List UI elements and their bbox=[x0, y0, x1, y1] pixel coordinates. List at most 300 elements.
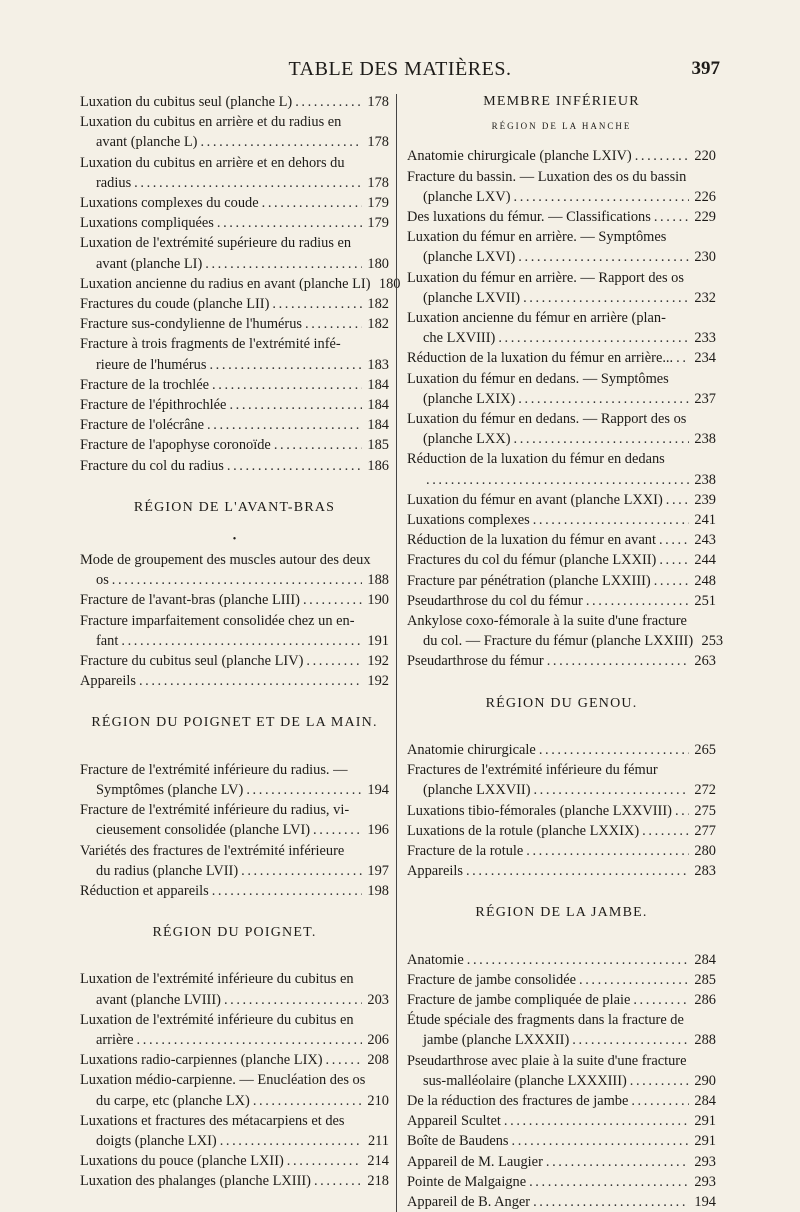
toc-entry-text: Luxation ancienne du fémur en arrière (plan- bbox=[407, 310, 666, 327]
toc-page-number: 180 bbox=[367, 255, 389, 272]
toc-entry bbox=[407, 207, 716, 227]
toc-page-number: 239 bbox=[694, 491, 716, 508]
toc-page-number: 184 bbox=[367, 417, 389, 434]
toc-entry bbox=[80, 611, 389, 651]
toc-page-number: 203 bbox=[367, 991, 389, 1008]
dot-leader bbox=[642, 821, 689, 841]
toc-entry-text: Pseudarthrose du fémur bbox=[407, 653, 544, 670]
right-section-jambe bbox=[407, 950, 716, 1212]
toc-page-number: 206 bbox=[367, 1031, 389, 1048]
toc-page-number: 233 bbox=[694, 330, 716, 347]
toc-entry-text: Luxation du cubitus en arrière et en dehors du bbox=[80, 154, 345, 171]
toc-page-number: 186 bbox=[367, 457, 389, 474]
toc-page-number: 178 bbox=[367, 94, 389, 110]
toc-entry bbox=[407, 740, 716, 760]
toc-entry-text: Luxation du fémur en arrière. — Symptômes bbox=[407, 229, 667, 246]
section-heading-membre-inferieur: MEMBRE INFÉRIEUR bbox=[483, 94, 640, 109]
toc-entry bbox=[80, 153, 389, 193]
toc-entry-text: du radius (planche LVII) bbox=[96, 862, 239, 879]
dot-leader bbox=[572, 1030, 689, 1050]
toc-page-number: 290 bbox=[694, 1072, 716, 1089]
dot-leader bbox=[326, 1050, 362, 1070]
left-group-1 bbox=[80, 92, 401, 476]
dot-leader bbox=[134, 173, 362, 193]
dot-leader bbox=[675, 801, 689, 821]
toc-entry bbox=[407, 348, 716, 368]
toc-page-number: 286 bbox=[694, 991, 716, 1008]
toc-page-number: 238 bbox=[694, 431, 716, 448]
toc-page-number: 180 bbox=[378, 275, 401, 292]
toc-page-number: 178 bbox=[367, 174, 389, 191]
toc-entry-text: Réduction de la luxation du fémur en arrière... bbox=[407, 350, 674, 367]
toc-page-number: 192 bbox=[367, 673, 389, 690]
dot-leader bbox=[274, 435, 362, 455]
dot-leader bbox=[659, 530, 689, 550]
toc-entry-text: Fracture de la rotule bbox=[407, 842, 524, 859]
toc-entry bbox=[407, 990, 716, 1010]
toc-page-number: 179 bbox=[367, 215, 389, 232]
dot-leader bbox=[467, 950, 689, 970]
dot-leader bbox=[635, 146, 689, 166]
toc-entry-text: radius bbox=[96, 174, 132, 191]
dot-leader bbox=[526, 841, 689, 861]
toc-page-number: 192 bbox=[367, 653, 389, 670]
section-heading-jambe: RÉGION DE LA JAMBE. bbox=[475, 905, 648, 921]
toc-page-number: 293 bbox=[694, 1153, 716, 1170]
toc-entry-text: Anatomie chirurgicale (planche LXIV) bbox=[407, 148, 632, 165]
toc-page-number: 238 bbox=[694, 471, 716, 488]
toc-page-number: 272 bbox=[694, 782, 716, 799]
toc-page-number: 190 bbox=[367, 592, 389, 609]
dot-leader bbox=[220, 1131, 362, 1151]
toc-entry-text: Luxations tibio-fémorales (planche LXXVIII) bbox=[407, 802, 672, 819]
toc-entry-text: Fracture de la trochlée bbox=[80, 376, 210, 393]
right-column bbox=[407, 92, 724, 1212]
toc-entry-text: Anatomie bbox=[407, 951, 464, 968]
toc-page-number: 182 bbox=[367, 296, 389, 313]
toc-entry bbox=[80, 274, 401, 294]
toc-page-number: 284 bbox=[694, 951, 716, 968]
dot-leader bbox=[253, 1091, 362, 1111]
toc-page-number: 185 bbox=[367, 437, 389, 454]
toc-entry-text: sus-malléolaire (planche LXXXIII) bbox=[423, 1072, 627, 1089]
toc-page-number: 244 bbox=[694, 552, 716, 569]
toc-entry bbox=[407, 970, 716, 990]
left-column bbox=[80, 92, 401, 1192]
toc-entry-text: Appareil de M. Laugier bbox=[407, 1153, 543, 1170]
toc-entry bbox=[80, 969, 389, 1009]
toc-page-number: 248 bbox=[694, 572, 716, 589]
toc-entry-text: jambe (planche LXXXII) bbox=[423, 1032, 570, 1049]
toc-page-number: 277 bbox=[694, 822, 716, 839]
toc-entry-text: Fracture imparfaitement consolidée chez un en- bbox=[80, 612, 355, 629]
dot-leader bbox=[212, 881, 362, 901]
toc-entry bbox=[407, 861, 716, 881]
toc-entry-text: Ankylose coxo-fémorale à la suite d'une fracture bbox=[407, 613, 687, 630]
toc-entry-text: Pointe de Malgaigne bbox=[407, 1173, 527, 1190]
toc-page-number: 237 bbox=[694, 390, 716, 407]
dot-leader bbox=[533, 780, 689, 800]
toc-page-number: 253 bbox=[701, 633, 724, 650]
toc-entry bbox=[407, 571, 716, 591]
toc-entry-text: Fracture du cubitus seul (planche LIV) bbox=[80, 653, 304, 670]
toc-page-number: 275 bbox=[694, 802, 716, 819]
dot-leader bbox=[112, 570, 362, 590]
dot-leader bbox=[514, 429, 689, 449]
toc-entry-text: Luxation du fémur en arrière. — Rapport des os bbox=[407, 269, 684, 286]
toc-entry-text: Luxations du pouce (planche LXII) bbox=[80, 1153, 284, 1170]
toc-entry-text: Fracture sus-condylienne de l'humérus bbox=[80, 316, 302, 333]
toc-entry bbox=[80, 590, 389, 610]
dot-leader bbox=[666, 490, 689, 510]
section-mark: • bbox=[232, 534, 237, 546]
toc-entry-text: (planche LXXVII) bbox=[423, 782, 531, 799]
right-section-genou bbox=[407, 740, 716, 881]
toc-entry-text: Fracture de l'épithrochlée bbox=[80, 397, 227, 414]
toc-entry-text: Luxation des phalanges (planche LXIII) bbox=[80, 1173, 311, 1190]
toc-entry bbox=[80, 1151, 389, 1171]
toc-entry bbox=[80, 1070, 389, 1110]
dot-leader bbox=[306, 651, 362, 671]
toc-entry bbox=[407, 308, 716, 348]
toc-entry-text: Étude spéciale des fragments dans la fracture de bbox=[407, 1012, 684, 1029]
toc-page-number: 293 bbox=[694, 1173, 716, 1190]
toc-page-number: 211 bbox=[367, 1132, 389, 1149]
toc-entry-text: Luxations de la rotule (planche LXXIX) bbox=[407, 822, 640, 839]
toc-entry-text: Fracture de jambe consolidée bbox=[407, 971, 577, 988]
toc-page-number: 229 bbox=[694, 209, 716, 226]
toc-entry-text: Luxations et fractures des métacarpiens et des bbox=[80, 1112, 345, 1129]
dot-leader bbox=[217, 213, 362, 233]
dot-leader bbox=[272, 294, 362, 314]
dot-leader bbox=[241, 861, 362, 881]
toc-entry-text: du col. — Fracture du fémur (planche LXXIII) bbox=[423, 633, 694, 650]
toc-page-number: 234 bbox=[694, 350, 716, 367]
toc-entry bbox=[407, 409, 716, 449]
toc-entry-text: rieure de l'humérus bbox=[96, 356, 207, 373]
dot-leader bbox=[523, 288, 689, 308]
toc-page-number: 220 bbox=[694, 148, 716, 165]
toc-page-number: 251 bbox=[694, 592, 716, 609]
toc-entry bbox=[80, 1111, 389, 1151]
toc-page-number: 197 bbox=[367, 862, 389, 879]
toc-entry-text: Luxation médio-carpienne. — Enucléation des os bbox=[80, 1072, 366, 1089]
toc-entry bbox=[80, 651, 389, 671]
toc-page-number: 241 bbox=[694, 512, 716, 529]
toc-entry-text: (planche LXVII) bbox=[423, 289, 521, 306]
toc-entry-text: Fracture de l'extrémité inférieure du radius. — bbox=[80, 761, 348, 778]
dot-leader bbox=[498, 328, 689, 348]
dot-leader bbox=[139, 671, 362, 691]
toc-entry-text: Luxations compliquées bbox=[80, 215, 214, 232]
toc-entry-text: Réduction de la luxation du fémur en dedans bbox=[407, 451, 665, 468]
toc-entry-text: Fracture du col du radius bbox=[80, 457, 224, 474]
dot-leader bbox=[262, 193, 362, 213]
toc-entry-text: Des luxations du fémur. — Classifications bbox=[407, 209, 651, 226]
toc-entry bbox=[407, 821, 716, 841]
toc-entry-text: Appareil de B. Anger bbox=[407, 1193, 531, 1210]
left-section-avant-bras bbox=[80, 550, 389, 691]
dot-leader bbox=[121, 631, 362, 651]
toc-page-number: 243 bbox=[694, 532, 716, 549]
toc-page-number: 184 bbox=[367, 376, 389, 393]
subheading-hanche: RÉGION DE LA HANCHE bbox=[491, 121, 632, 132]
dot-leader bbox=[514, 187, 689, 207]
toc-entry bbox=[407, 167, 716, 207]
toc-page-number: 232 bbox=[694, 289, 716, 306]
toc-page-number: 210 bbox=[367, 1092, 389, 1109]
toc-entry bbox=[407, 146, 716, 166]
toc-entry-text: Luxation du fémur en avant (planche LXXI) bbox=[407, 491, 663, 508]
dot-leader bbox=[137, 1030, 362, 1050]
toc-entry-text: Luxation de l'extrémité inférieure du cubitus en bbox=[80, 1011, 354, 1028]
dot-leader bbox=[512, 1131, 689, 1151]
page-number: 397 bbox=[691, 58, 720, 79]
toc-page-number: 191 bbox=[367, 632, 389, 649]
toc-page-number: 285 bbox=[694, 971, 716, 988]
toc-page-number: 284 bbox=[694, 1092, 716, 1109]
toc-entry-text: Fractures du coude (planche LII) bbox=[80, 296, 270, 313]
toc-page-number: 263 bbox=[694, 653, 716, 670]
dot-leader bbox=[631, 1091, 689, 1111]
dot-leader bbox=[209, 355, 362, 375]
toc-page-number: 179 bbox=[367, 195, 389, 212]
toc-entry bbox=[80, 881, 389, 901]
toc-entry bbox=[407, 369, 716, 409]
dot-leader bbox=[227, 456, 362, 476]
toc-entry bbox=[80, 314, 389, 334]
toc-entry bbox=[407, 510, 716, 530]
toc-entry-text: Luxations complexes bbox=[407, 512, 530, 529]
toc-page-number: 194 bbox=[367, 781, 389, 798]
toc-entry-text: Fracture de l'extrémité inférieure du radius, vi- bbox=[80, 802, 350, 819]
toc-entry-text: Anatomie chirurgicale bbox=[407, 741, 536, 758]
toc-entry bbox=[80, 193, 389, 213]
toc-entry-text: Luxation de l'extrémité inférieure du cubitus en bbox=[80, 971, 354, 988]
toc-entry-text: arrière bbox=[96, 1031, 134, 1048]
toc-entry-text: Luxation du fémur en dedans. — Symptômes bbox=[407, 370, 669, 387]
toc-entry-text: De la réduction des fractures de jambe bbox=[407, 1092, 629, 1109]
toc-entry-text: Mode de groupement des muscles autour des deux bbox=[80, 552, 371, 569]
toc-entry bbox=[407, 841, 716, 861]
toc-entry bbox=[407, 550, 716, 570]
toc-entry bbox=[80, 1171, 389, 1191]
toc-entry bbox=[407, 530, 716, 550]
toc-entry bbox=[80, 415, 389, 435]
toc-page-number: 218 bbox=[367, 1173, 389, 1190]
toc-entry-text: Luxation de l'extrémité supérieure du radius en bbox=[80, 235, 352, 252]
toc-entry bbox=[407, 1111, 716, 1131]
dot-leader bbox=[654, 207, 689, 227]
toc-page-number: 226 bbox=[694, 188, 716, 205]
toc-entry-text: cieusement consolidée (planche LVI) bbox=[96, 822, 311, 839]
toc-entry-text: Fracture de jambe compliquée de plaie bbox=[407, 991, 631, 1008]
toc-entry-text: Luxation du cubitus seul (planche L) bbox=[80, 94, 293, 110]
toc-entry-text: Luxation du cubitus en arrière et du radius en bbox=[80, 114, 342, 131]
toc-page-number: 194 bbox=[694, 1193, 716, 1210]
toc-page-number: 208 bbox=[367, 1052, 389, 1069]
toc-entry bbox=[407, 801, 716, 821]
toc-entry bbox=[80, 456, 389, 476]
toc-entry-text: os bbox=[96, 572, 109, 589]
toc-page-number: 291 bbox=[694, 1113, 716, 1130]
dot-leader bbox=[466, 861, 689, 881]
toc-entry bbox=[80, 550, 389, 590]
toc-entry bbox=[80, 233, 389, 273]
toc-entry bbox=[407, 1131, 716, 1151]
dot-leader bbox=[586, 591, 689, 611]
dot-leader bbox=[314, 1171, 362, 1191]
toc-entry-text: (planche LXIX) bbox=[423, 390, 516, 407]
dot-leader bbox=[630, 1071, 689, 1091]
toc-entry bbox=[407, 651, 716, 671]
toc-entry bbox=[80, 395, 389, 415]
toc-entry bbox=[407, 950, 716, 970]
toc-entry-text: Symptômes (planche LV) bbox=[96, 781, 244, 798]
dot-leader bbox=[224, 990, 362, 1010]
toc-entry bbox=[80, 294, 389, 314]
toc-entry-text: Boîte de Baudens bbox=[407, 1133, 509, 1150]
toc-page-number: 198 bbox=[367, 882, 389, 899]
toc-entry bbox=[80, 671, 389, 691]
dot-leader bbox=[229, 395, 362, 415]
dot-leader bbox=[533, 510, 689, 530]
toc-entry-text: Réduction et appareils bbox=[80, 882, 209, 899]
toc-entry-text: Variétés des fractures de l'extrémité inférieure bbox=[80, 842, 345, 859]
toc-entry-text: (planche LXVI) bbox=[423, 249, 516, 266]
toc-page-number: 280 bbox=[694, 842, 716, 859]
dot-leader bbox=[200, 132, 362, 152]
right-section-hanche bbox=[407, 146, 724, 671]
toc-entry-text: Luxation du fémur en dedans. — Rapport des os bbox=[407, 411, 687, 428]
toc-entry bbox=[407, 227, 716, 267]
dot-leader bbox=[295, 92, 362, 112]
toc-entry bbox=[80, 112, 389, 152]
dot-leader bbox=[579, 970, 689, 990]
toc-entry bbox=[80, 1010, 389, 1050]
toc-entry-text: Pseudarthrose du col du fémur bbox=[407, 592, 583, 609]
toc-page-number: 184 bbox=[367, 397, 389, 414]
dot-leader bbox=[518, 247, 689, 267]
dot-leader bbox=[212, 375, 362, 395]
toc-entry bbox=[407, 1010, 716, 1050]
dot-leader bbox=[303, 590, 362, 610]
dot-leader bbox=[529, 1172, 689, 1192]
toc-entry bbox=[80, 334, 389, 374]
toc-page-number: 283 bbox=[694, 863, 716, 880]
section-heading-poignet: RÉGION DU POIGNET. bbox=[152, 925, 317, 941]
section-heading-genou: RÉGION DU GENOU. bbox=[485, 695, 638, 711]
toc-page-number: 182 bbox=[367, 316, 389, 333]
toc-page-number: 183 bbox=[367, 356, 389, 373]
toc-entry bbox=[80, 375, 389, 395]
toc-entry-text: Fracture de l'olécrâne bbox=[80, 417, 205, 434]
toc-entry bbox=[407, 611, 724, 651]
dot-leader bbox=[659, 550, 689, 570]
toc-entry bbox=[407, 490, 716, 510]
toc-entry bbox=[407, 1152, 716, 1172]
toc-page-number: 288 bbox=[694, 1032, 716, 1049]
toc-entry-text: avant (planche LVIII) bbox=[96, 991, 221, 1008]
section-heading-avant-bras: RÉGION DE L'AVANT-BRAS bbox=[133, 499, 336, 515]
toc-entry-text: Fracture à trois fragments de l'extrémité infé- bbox=[80, 336, 341, 353]
dot-leader bbox=[504, 1111, 689, 1131]
toc-entry bbox=[80, 760, 389, 800]
toc-entry-text: du carpe, etc (planche LX) bbox=[96, 1092, 250, 1109]
toc-entry-text: Appareil Scultet bbox=[407, 1113, 501, 1130]
dot-leader bbox=[533, 1192, 689, 1212]
toc-entry-text: avant (planche LI) bbox=[96, 255, 203, 272]
toc-entry-text: Fracture du bassin. — Luxation des os du bassin bbox=[407, 168, 687, 185]
toc-entry bbox=[80, 1050, 389, 1070]
dot-leader bbox=[518, 389, 689, 409]
toc-entry bbox=[80, 841, 389, 881]
toc-entry-text: Luxations radio-carpiennes (planche LIX) bbox=[80, 1052, 323, 1069]
toc-entry-text: doigts (planche LXI) bbox=[96, 1132, 217, 1149]
toc-entry-text: che LXVIII) bbox=[423, 330, 496, 347]
dot-leader bbox=[205, 254, 362, 274]
dot-leader bbox=[676, 348, 689, 368]
toc-entry bbox=[80, 213, 389, 233]
dot-leader bbox=[546, 1152, 689, 1172]
toc-entry bbox=[80, 435, 389, 455]
toc-entry-text: Pseudarthrose avec plaie à la suite d'une fracture bbox=[407, 1052, 687, 1069]
toc-entry bbox=[407, 591, 716, 611]
toc-entry-text: Fracture par pénétration (planche LXXIII) bbox=[407, 572, 651, 589]
dot-leader bbox=[305, 314, 362, 334]
toc-entry bbox=[80, 92, 389, 112]
toc-entry-text: Fracture de l'avant-bras (planche LIII) bbox=[80, 592, 300, 609]
toc-entry-text: (planche LXV) bbox=[423, 188, 511, 205]
dot-leader bbox=[313, 820, 362, 840]
dot-leader bbox=[246, 780, 362, 800]
toc-entry-text: (planche LXX) bbox=[423, 431, 511, 448]
toc-page-number: 265 bbox=[694, 741, 716, 758]
toc-entry bbox=[407, 1051, 716, 1091]
toc-entry-text: avant (planche L) bbox=[96, 134, 198, 151]
toc-entry-text: Fracture de l'apophyse coronoïde bbox=[80, 437, 271, 454]
toc-entry-text: Réduction de la luxation du fémur en avant bbox=[407, 532, 656, 549]
dot-leader bbox=[547, 651, 689, 671]
toc-page-number: 214 bbox=[367, 1153, 389, 1170]
toc-entry-text: Luxation ancienne du radius en avant (planche LI) bbox=[80, 275, 371, 292]
toc-entry bbox=[407, 760, 716, 800]
toc-entry-text: Fractures de l'extrémité inférieure du fémur bbox=[407, 762, 658, 779]
dot-leader bbox=[654, 571, 689, 591]
dot-leader bbox=[426, 470, 689, 490]
left-section-poignet bbox=[80, 969, 389, 1191]
toc-entry-text: Fractures du col du fémur (planche LXXII) bbox=[407, 552, 657, 569]
toc-entry bbox=[80, 800, 389, 840]
toc-entry bbox=[407, 268, 716, 308]
left-section-poignet-main bbox=[80, 760, 389, 901]
toc-entry bbox=[407, 1192, 716, 1212]
page-title: TABLE DES MATIÈRES. bbox=[288, 58, 512, 80]
dot-leader bbox=[539, 740, 689, 760]
toc-entry bbox=[407, 1091, 716, 1111]
toc-entry-text: Luxations complexes du coude bbox=[80, 195, 259, 212]
section-heading-poignet-main: RÉGION DU POIGNET ET DE LA MAIN. bbox=[91, 715, 378, 731]
toc-entry bbox=[407, 1172, 716, 1192]
dot-leader bbox=[633, 990, 689, 1010]
toc-entry-text: Appareils bbox=[407, 863, 463, 880]
toc-page-number: 291 bbox=[694, 1133, 716, 1150]
toc-entry bbox=[407, 449, 716, 489]
toc-page-number: 230 bbox=[694, 249, 716, 266]
toc-page-number: 178 bbox=[367, 134, 389, 151]
dot-leader bbox=[287, 1151, 362, 1171]
page-header bbox=[80, 58, 720, 82]
